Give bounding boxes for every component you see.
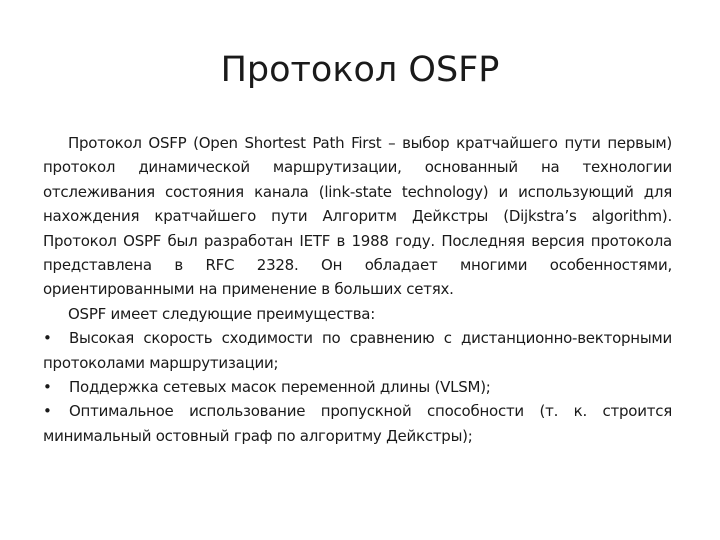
intro-paragraph: Протокол OSFP (Open Shortest Path First – выбор кратчайшего пути первым) протокол динамической маршрутизации, основанный на технологии отслеживания состояния канала (link-state technology) и использующий для нахождения кратчайшего пути Алгоритм Дейкстры (Dijkstra’s algorithm). Протокол OSPF был разработан IETF в 1988 году. Последняя версия протокола представлена в RFC 2328. Он обладает многими особенностями, ориентированными на применение в больших сетях. <box>43 134 672 299</box>
bullet-item-vlsm <box>43 375 672 399</box>
advantages-heading: OSPF имеет следующие преимущества: <box>68 304 376 323</box>
bullet-item-convergence <box>43 326 672 375</box>
bullet-text: Высокая скорость сходимости по сравнению с дистанционно-векторными протоколами маршрутизации; <box>43 329 672 372</box>
slide-title: Протокол OSFP <box>220 50 500 90</box>
bullet-item-bandwidth <box>43 399 672 448</box>
bullet-mark: • <box>43 329 52 348</box>
bullet-mark: • <box>43 378 52 397</box>
slide-body <box>43 131 672 448</box>
bullet-text: Оптимальное использование пропускной способности (т. к. строится минимальный остовный граф по алгоритму Дейкстры); <box>43 402 672 445</box>
bullet-mark: • <box>43 402 52 421</box>
bullet-text: Поддержка сетевых масок переменной длины (VLSM); <box>69 378 491 397</box>
